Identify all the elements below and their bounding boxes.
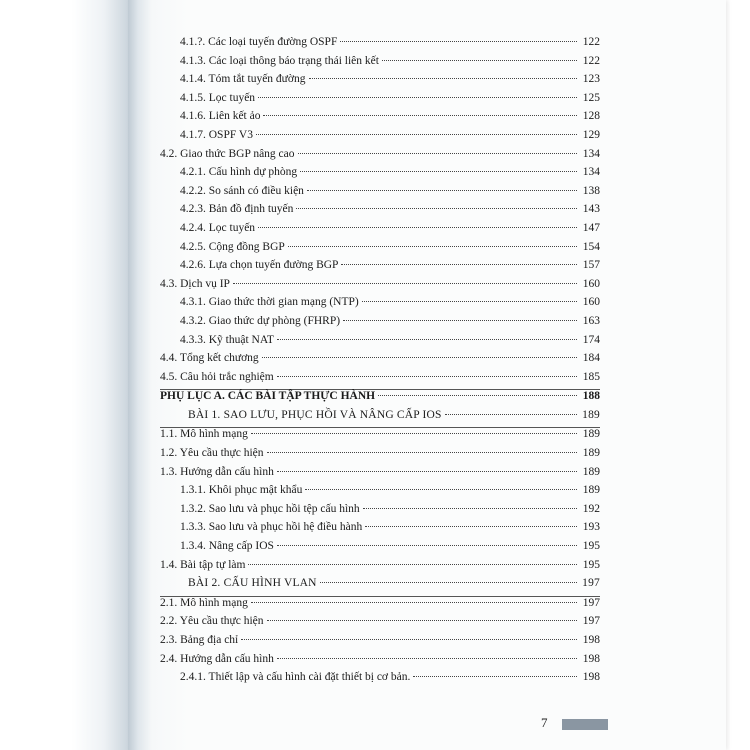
toc-entry-page: 160 [582, 277, 600, 290]
toc-entry-label: 4.3.3. Kỹ thuật NAT [180, 333, 274, 346]
dot-leader [241, 639, 577, 640]
toc-entry-label: 1.3.3. Sao lưu và phục hồi hệ điều hành [180, 521, 363, 534]
toc-entry[interactable] [160, 466, 600, 485]
toc-entry-label: 1.1. Mô hình mạng [160, 428, 248, 441]
toc-entry-page: 189 [582, 408, 600, 421]
toc-entry-label: 4.2.5. Cộng đồng BGP [180, 240, 285, 253]
dot-leader [258, 97, 577, 98]
toc-entry-page: 163 [582, 314, 600, 327]
toc-entry[interactable] [160, 671, 600, 690]
toc-entry[interactable] [160, 241, 600, 260]
toc-entry-label: BÀI 1. SAO LƯU, PHỤC HỒI VÀ NÂNG CẤP IOS [188, 408, 442, 421]
table-of-contents [160, 36, 600, 690]
toc-entry-page: 195 [582, 540, 600, 553]
toc-entry-page: 197 [582, 615, 600, 628]
toc-entry-page: 122 [582, 36, 600, 48]
toc-entry-label: 4.2.3. Bản đồ định tuyến [180, 203, 294, 216]
toc-entry-label: 4.1.6. Liên kết ảo [180, 110, 261, 123]
dot-leader [277, 545, 577, 546]
dot-leader [248, 564, 577, 565]
toc-entry[interactable] [160, 597, 600, 616]
toc-entry[interactable] [160, 559, 600, 578]
toc-entry-page: 195 [582, 558, 600, 571]
dot-leader [277, 658, 577, 659]
toc-entry-page: 129 [582, 128, 600, 141]
toc-entry-page: 198 [582, 671, 600, 684]
toc-entry-label: 4.3.1. Giao thức thời gian mạng (NTP) [180, 296, 359, 309]
toc-entry-page: 188 [582, 390, 600, 403]
toc-entry-label: 4.2.6. Lựa chọn tuyến đường BGP [180, 259, 339, 272]
toc-entry[interactable] [160, 334, 600, 353]
toc-entry-page: 185 [582, 370, 600, 383]
dot-leader [307, 190, 577, 191]
toc-entry-page: 143 [582, 203, 600, 216]
toc-entry[interactable] [160, 371, 600, 390]
toc-entry-label: 1.3.2. Sao lưu và phục hồi tệp cấu hình [180, 502, 360, 515]
toc-entry-label: 4.3.2. Giao thức dự phòng (FHRP) [180, 314, 341, 327]
toc-entry-page: 197 [582, 577, 600, 590]
toc-entry[interactable] [160, 166, 600, 185]
toc-entry-page: 193 [582, 521, 600, 534]
toc-entry[interactable] [160, 222, 600, 241]
dot-leader [363, 508, 577, 509]
toc-entry[interactable] [160, 36, 600, 55]
toc-entry[interactable] [160, 447, 600, 466]
toc-entry-page: 160 [582, 296, 600, 309]
toc-entry-label: 1.4. Bài tập tự làm [160, 558, 246, 571]
toc-entry-label: 2.2. Yêu cầu thực hiện [160, 615, 264, 628]
toc-entry-page: 154 [582, 240, 600, 253]
toc-entry-page: 198 [582, 634, 600, 646]
dot-leader [305, 489, 577, 490]
toc-entry[interactable] [160, 129, 600, 148]
toc-appendix-heading[interactable] [160, 390, 600, 409]
dot-leader [256, 134, 577, 135]
dot-leader [382, 60, 577, 61]
toc-entry-page: 189 [582, 428, 600, 441]
toc-entry-page: 123 [582, 73, 600, 86]
dot-leader [277, 471, 577, 472]
toc-entry[interactable] [160, 352, 600, 371]
toc-entry[interactable] [160, 73, 600, 92]
dot-leader [277, 339, 577, 340]
dot-leader [288, 246, 577, 247]
toc-entry-page: 147 [582, 221, 600, 234]
footer-bar [562, 719, 608, 730]
toc-entry-label: 4.1.3. Các loại thông báo trạng thái liên kết [180, 54, 379, 67]
toc-entry-page: 128 [582, 110, 600, 123]
toc-entry[interactable] [160, 55, 600, 74]
dot-leader [445, 414, 577, 415]
dot-leader [258, 227, 577, 228]
toc-entry-page: 197 [582, 596, 600, 609]
toc-entry-page: 189 [582, 484, 600, 497]
toc-entry-page: 189 [582, 447, 600, 460]
toc-entry-page: 198 [582, 652, 600, 665]
dot-leader [309, 78, 578, 79]
dot-leader [362, 301, 577, 302]
toc-entry-label: BÀI 2. CẤU HÌNH VLAN [188, 577, 317, 590]
toc-entry[interactable] [160, 540, 600, 559]
toc-entry[interactable] [160, 259, 600, 278]
toc-entry-page: 134 [582, 147, 600, 160]
toc-entry-label: 4.4. Tổng kết chương [160, 352, 259, 365]
toc-entry-page: 138 [582, 184, 600, 197]
toc-exercise-heading[interactable] [160, 409, 600, 428]
dot-leader [277, 376, 577, 377]
toc-entry-label: 1.3.1. Khôi phục mật khẩu [180, 484, 303, 497]
page-number: 7 [541, 715, 548, 730]
dot-leader [365, 526, 577, 527]
dot-leader [251, 602, 577, 603]
toc-entry[interactable] [160, 653, 600, 672]
toc-entry-label: 4.2.4. Lọc tuyến [180, 221, 256, 234]
dot-leader [267, 452, 577, 453]
toc-entry-page: 125 [582, 91, 600, 104]
toc-entry-page: 192 [582, 502, 600, 515]
dot-leader [320, 582, 577, 583]
toc-entry-page: 174 [582, 333, 600, 346]
toc-entry-label: 4.2.1. Cấu hình dự phòng [180, 166, 298, 179]
toc-entry[interactable] [160, 185, 600, 204]
toc-entry-label: 4.2. Giao thức BGP nâng cao [160, 147, 295, 160]
dot-leader [296, 208, 577, 209]
dot-leader [262, 357, 577, 358]
dot-leader [298, 153, 577, 154]
dot-leader [341, 264, 577, 265]
toc-entry[interactable] [160, 296, 600, 315]
toc-entry[interactable] [160, 110, 600, 129]
toc-entry-label: 4.5. Câu hỏi trắc nghiệm [160, 370, 274, 383]
toc-entry-label: 1.3. Hướng dẫn cấu hình [160, 465, 274, 478]
toc-entry[interactable] [160, 634, 600, 653]
toc-exercise-heading[interactable] [160, 577, 600, 596]
dot-leader [267, 620, 577, 621]
dot-leader [251, 433, 577, 434]
dot-leader [300, 171, 577, 172]
dot-leader [343, 320, 577, 321]
toc-entry-label: 4.1.4. Tóm tắt tuyến đường [180, 73, 306, 86]
toc-entry[interactable] [160, 503, 600, 522]
toc-entry-label: 2.4. Hướng dẫn cấu hình [160, 652, 274, 665]
toc-entry-page: 134 [582, 166, 600, 179]
toc-entry-label: 4.3. Dịch vụ IP [160, 277, 230, 290]
toc-entry[interactable] [160, 315, 600, 334]
dot-leader [263, 115, 577, 116]
toc-entry[interactable] [160, 521, 600, 540]
dot-leader [413, 676, 577, 677]
dot-leader [233, 283, 577, 284]
dot-leader [340, 41, 577, 42]
toc-entry[interactable] [160, 615, 600, 634]
toc-entry-label: 4.1.?. Các loại tuyến đường OSPF [180, 36, 338, 48]
dot-leader [378, 395, 577, 396]
toc-entry-label: 4.2.2. So sánh có điều kiện [180, 184, 304, 197]
toc-entry[interactable] [160, 278, 600, 297]
toc-entry-label: 4.1.5. Lọc tuyến [180, 91, 256, 104]
toc-entry[interactable] [160, 484, 600, 503]
toc-entry-label: 4.1.7. OSPF V3 [180, 128, 253, 141]
toc-entry[interactable] [160, 92, 600, 111]
toc-entry-label: 1.3.4. Nâng cấp IOS [180, 540, 274, 553]
toc-entry-page: 184 [582, 352, 600, 365]
toc-entry[interactable] [160, 203, 600, 222]
toc-entry-page: 122 [582, 54, 600, 67]
toc-entry-label: 2.1. Mô hình mạng [160, 596, 248, 609]
page-gutter-shadow [0, 0, 130, 750]
toc-entry-label: 1.2. Yêu cầu thực hiện [160, 447, 264, 460]
toc-entry-page: 189 [582, 465, 600, 478]
toc-entry-label: PHỤ LỤC A. CÁC BÀI TẬP THỰC HÀNH [160, 390, 376, 403]
toc-entry[interactable] [160, 148, 600, 167]
toc-entry-label: 2.4.1. Thiết lập và cấu hình cài đặt thiết bị cơ bản. [180, 671, 411, 684]
toc-entry[interactable] [160, 428, 600, 447]
toc-entry-label: 2.3. Bảng địa chỉ [160, 634, 239, 646]
toc-entry-page: 157 [582, 259, 600, 272]
